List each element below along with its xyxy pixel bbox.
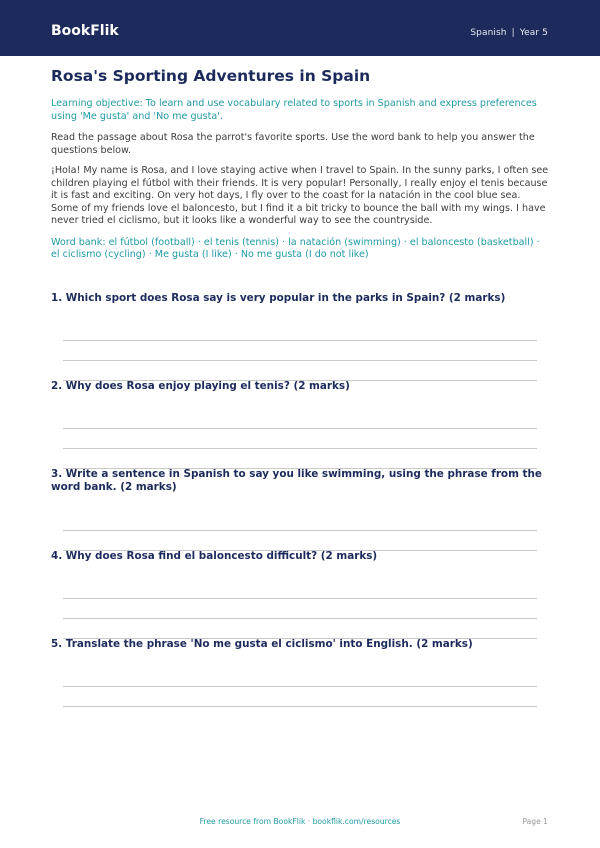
answer-line[interactable] [63, 598, 537, 599]
worksheet-intro [51, 66, 549, 262]
answer-line[interactable] [63, 340, 537, 341]
answer-line[interactable] [63, 530, 537, 531]
subject-label: Spanish [470, 28, 507, 38]
page-header [0, 0, 600, 56]
answer-line[interactable] [63, 360, 537, 361]
learning-objective: Learning objective: To learn and use vocabulary related to sports in Spanish and express preferences using 'Me gusta' and 'No me gusta'. [51, 98, 537, 122]
answer-line[interactable] [63, 448, 537, 449]
question-3: 3. Write a sentence in Spanish to say you like swimming, using the phrase from the word bank. (2 marks) [51, 468, 542, 493]
answer-line[interactable] [63, 686, 537, 687]
reading-passage: ¡Hola! My name is Rosa, and I love staying active when I travel to Spain. In the sunny parks, I often see children playing el fútbol with their friends. It is very popular! Personally, I really enjoy el tenis because it is fast and exciting. On very hot days, I fly over to the coast for la natación in the cool blue sea. Some of my friends love el baloncesto, but I find it a bit tricky to bounce the ball with my wings. I have never tried el ciclismo, but it looks like a wonderful way to see the countryside. [51, 165, 549, 226]
answer-line[interactable] [63, 618, 537, 619]
year-label: Year 5 [519, 28, 548, 38]
subject-year [470, 28, 548, 38]
question-5: 5. Translate the phrase 'No me gusta el ciclismo' into English. (2 marks) [51, 638, 473, 650]
question-2: 2. Why does Rosa enjoy playing el tenis? (2 marks) [51, 380, 350, 392]
footer-link[interactable]: Free resource from BookFlik · bookflik.com/resources [199, 817, 401, 826]
brand-logo[interactable]: BookFlik [51, 23, 119, 39]
question-1: 1. Which sport does Rosa say is very popular in the parks in Spain? (2 marks) [51, 292, 506, 304]
separator: | [511, 28, 515, 38]
word-bank: Word bank: el fútbol (football) · el tenis (tennis) · la natación (swimming) · el baloncesto (basketball) · el ciclismo (cycling) · Me gusta (I like) · No me gusta (I do not like) [51, 236, 540, 260]
answer-line[interactable] [63, 428, 537, 429]
page-title: Rosa's Sporting Adventures in Spain [51, 67, 371, 85]
question-4: 4. Why does Rosa find el baloncesto difficult? (2 marks) [51, 550, 378, 562]
answer-line[interactable] [63, 706, 537, 707]
page-number: Page 1 [522, 817, 548, 826]
instructions: Read the passage about Rosa the parrot's favorite sports. Use the word bank to help you answer the questions below. [51, 132, 535, 156]
